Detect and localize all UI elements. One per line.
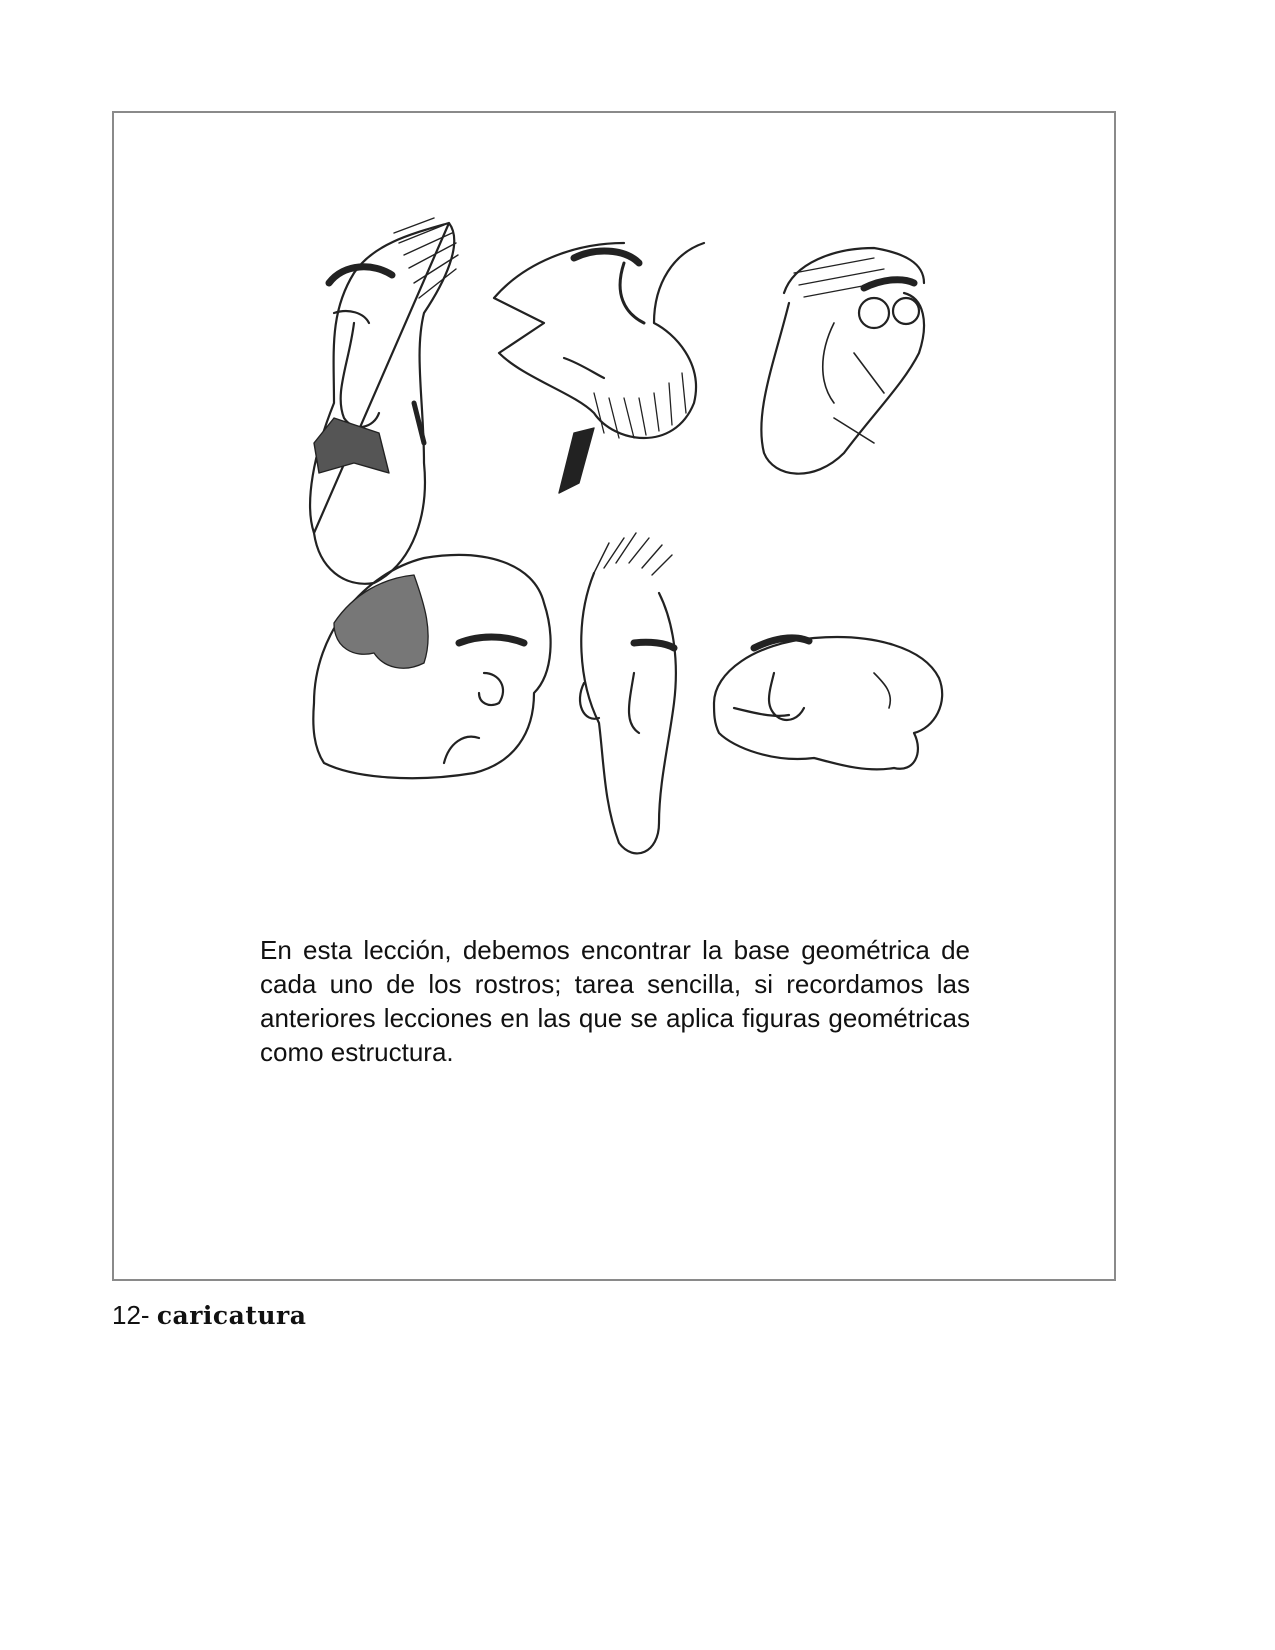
section-title: caricatura bbox=[156, 1301, 307, 1330]
caricature-face bbox=[580, 533, 676, 853]
caricature-face bbox=[714, 637, 942, 769]
page-number: 12- bbox=[112, 1300, 150, 1330]
content-frame bbox=[112, 111, 1116, 1281]
caricature-face bbox=[313, 555, 550, 778]
page-footer bbox=[112, 1300, 306, 1331]
caricature-face bbox=[761, 248, 924, 474]
caricature-faces-illustration bbox=[274, 203, 954, 923]
caricature-face bbox=[310, 218, 458, 584]
lesson-description: En esta lección, debemos encontrar la base geométrica de cada uno de los rostros; tarea sencilla, si recordamos las anteriores lecciones en las que se aplica figuras geométricas como estructura. bbox=[260, 935, 970, 1067]
caricature-face bbox=[494, 243, 704, 493]
